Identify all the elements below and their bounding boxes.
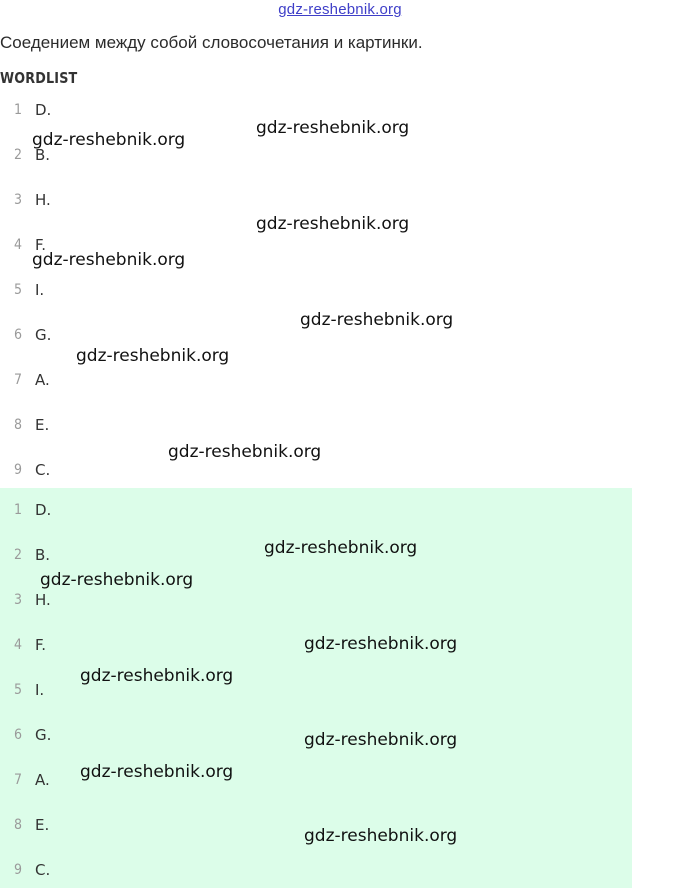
watermark-text: gdz-reshebnik.org xyxy=(256,118,410,138)
item-number: 4 xyxy=(13,237,22,253)
list-item xyxy=(0,488,632,533)
item-letter: D. xyxy=(35,501,52,519)
item-number: 2 xyxy=(13,547,22,563)
wordlist-heading: WORDLIST xyxy=(0,69,78,87)
watermark-text: gdz-reshebnik.org xyxy=(40,570,194,590)
item-number: 3 xyxy=(13,192,22,208)
item-number: 3 xyxy=(13,592,22,608)
item-number: 6 xyxy=(13,727,22,743)
item-letter: A. xyxy=(35,371,50,389)
item-number: 7 xyxy=(13,772,22,788)
item-number: 2 xyxy=(13,147,22,163)
watermark-text: gdz-reshebnik.org xyxy=(256,214,410,234)
site-link[interactable]: gdz-reshebnik.org xyxy=(278,1,402,18)
item-letter: E. xyxy=(35,816,50,834)
item-number: 4 xyxy=(13,637,22,653)
item-letter: E. xyxy=(35,416,50,434)
item-letter: F. xyxy=(35,236,46,254)
item-letter: I. xyxy=(35,681,45,699)
item-letter: I. xyxy=(35,281,45,299)
watermark-text: gdz-reshebnik.org xyxy=(304,826,458,846)
item-letter: B. xyxy=(35,146,51,164)
item-number: 1 xyxy=(13,502,22,518)
item-number: 7 xyxy=(13,372,22,388)
watermark-text: gdz-reshebnik.org xyxy=(80,762,234,782)
item-number: 5 xyxy=(13,282,22,298)
item-letter: F. xyxy=(35,636,46,654)
watermark-text: gdz-reshebnik.org xyxy=(168,442,322,462)
item-number: 6 xyxy=(13,327,22,343)
item-number: 5 xyxy=(13,682,22,698)
item-letter: A. xyxy=(35,771,50,789)
item-number: 9 xyxy=(13,862,22,878)
watermark-text: gdz-reshebnik.org xyxy=(304,634,458,654)
item-number: 8 xyxy=(13,817,22,833)
item-letter: H. xyxy=(35,191,51,209)
item-letter: H. xyxy=(35,591,51,609)
watermark-text: gdz-reshebnik.org xyxy=(304,730,458,750)
item-letter: B. xyxy=(35,546,51,564)
item-number: 8 xyxy=(13,417,22,433)
watermark-text: gdz-reshebnik.org xyxy=(264,538,418,558)
watermark-text: gdz-reshebnik.org xyxy=(32,130,186,150)
item-number: 9 xyxy=(13,462,22,478)
item-letter: C. xyxy=(35,861,51,879)
instruction-text: Соедением между собой словосочетания и картинки. xyxy=(0,33,423,52)
item-letter: G. xyxy=(35,726,52,744)
watermark-text: gdz-reshebnik.org xyxy=(32,250,186,270)
item-letter: G. xyxy=(35,326,52,344)
item-letter: C. xyxy=(35,461,51,479)
list-item xyxy=(0,848,632,888)
item-letter: D. xyxy=(35,101,52,119)
watermark-text: gdz-reshebnik.org xyxy=(76,346,230,366)
list-item xyxy=(0,268,632,313)
watermark-text: gdz-reshebnik.org xyxy=(300,310,454,330)
item-number: 1 xyxy=(13,102,22,118)
watermark-text: gdz-reshebnik.org xyxy=(80,666,234,686)
